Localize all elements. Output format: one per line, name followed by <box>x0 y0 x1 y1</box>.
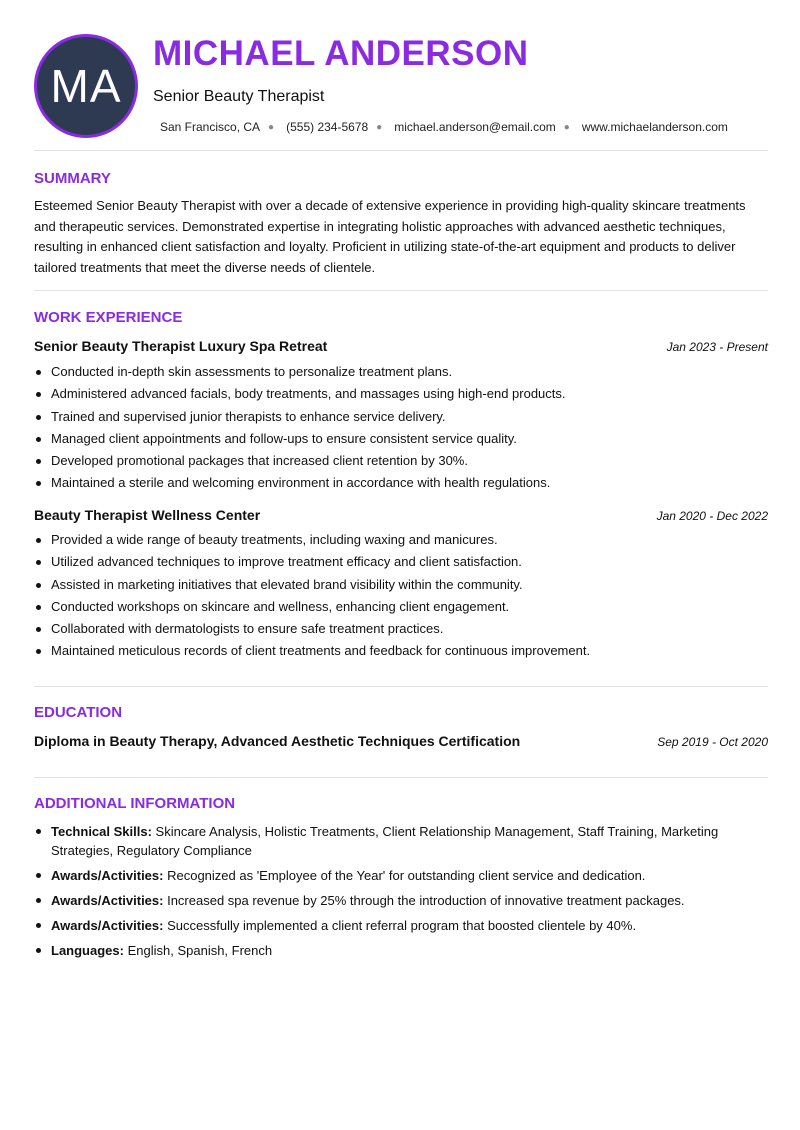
info-text: Successfully implemented a client referral program that boosted clientele by 40%. <box>167 918 637 933</box>
list-item <box>34 916 768 935</box>
contact-phone: (555) 234-5678 <box>286 120 369 134</box>
education-heading: EDUCATION <box>34 704 123 721</box>
additional-info-list <box>34 822 768 966</box>
avatar <box>34 34 138 138</box>
list-item: Maintained meticulous records of client treatments and feedback for continuous improvement. <box>34 640 768 662</box>
work-experience-heading: WORK EXPERIENCE <box>34 309 183 326</box>
list-item <box>34 891 768 910</box>
candidate-role: Senior Beauty Therapist <box>153 88 325 105</box>
list-item: Collaborated with dermatologists to ensure safe treatment practices. <box>34 618 768 640</box>
contact-email[interactable]: michael.anderson@email.com <box>394 120 556 134</box>
list-item <box>34 941 768 960</box>
job-title: Beauty Therapist Wellness Center <box>34 507 261 523</box>
education-date: Sep 2019 - Oct 2020 <box>657 735 768 749</box>
list-item: Provided a wide range of beauty treatments, including waxing and manicures. <box>34 529 768 551</box>
job-title: Senior Beauty Therapist Luxury Spa Retreat <box>34 338 328 354</box>
dot-separator-icon: ● <box>563 121 570 133</box>
info-text: Recognized as 'Employee of the Year' for outstanding client service and dedication. <box>167 868 646 883</box>
summary-text: Esteemed Senior Beauty Therapist with over a decade of extensive experience in providing high-quality skincare treatments and therapeutic services. Demonstrated expertise in integrating holistic approaches with advanced aesthetic techniques, resulting in enhanced client satisfaction and loyalty. Proficient in utilizing state-of-the-art equipment and products to deliver tailored treatments that meet the diverse needs of clientele. <box>34 198 746 275</box>
info-label: Awards/Activities: <box>51 918 164 933</box>
section-divider <box>34 777 768 778</box>
dot-separator-icon: ● <box>268 121 275 133</box>
job-bullets <box>34 529 768 663</box>
info-label: Languages: <box>51 943 124 958</box>
summary-heading: SUMMARY <box>34 170 111 187</box>
info-text: Increased spa revenue by 25% through the introduction of innovative treatment packages. <box>167 893 685 908</box>
list-item: Conducted workshops on skincare and wellness, enhancing client engagement. <box>34 596 768 618</box>
job-date: Jan 2023 - Present <box>666 340 768 354</box>
list-item: Utilized advanced techniques to improve treatment efficacy and client satisfaction. <box>34 551 768 573</box>
job-bullets <box>34 361 768 495</box>
avatar-initials: MA <box>50 60 122 112</box>
info-text: Skincare Analysis, Holistic Treatments, Client Relationship Management, Staff Training, Marketing Strategies, Regulatory Compliance <box>51 824 719 858</box>
contact-website[interactable]: www.michaelanderson.com <box>581 120 728 134</box>
additional-info-heading: ADDITIONAL INFORMATION <box>34 795 236 812</box>
list-item <box>34 822 768 860</box>
job-header <box>34 507 768 523</box>
list-item: Trained and supervised junior therapists to enhance service delivery. <box>34 406 768 428</box>
contact-location: San Francisco, CA <box>160 120 261 134</box>
dot-separator-icon: ● <box>376 121 383 133</box>
list-item: Assisted in marketing initiatives that elevated brand visibility within the community. <box>34 574 768 596</box>
degree-title: Diploma in Beauty Therapy, Advanced Aesthetic Techniques Certification <box>34 733 521 749</box>
education-entry <box>34 733 768 749</box>
info-label: Technical Skills: <box>51 824 152 839</box>
section-divider <box>34 150 768 151</box>
info-text: English, Spanish, French <box>127 943 273 958</box>
list-item: Maintained a sterile and welcoming environment in accordance with health regulations. <box>34 472 768 494</box>
list-item <box>34 866 768 885</box>
section-divider <box>34 686 768 687</box>
job-header <box>34 338 768 354</box>
job-date: Jan 2020 - Dec 2022 <box>656 509 768 523</box>
info-label: Awards/Activities: <box>51 893 164 908</box>
info-label: Awards/Activities: <box>51 868 164 883</box>
candidate-name: MICHAEL ANDERSON <box>153 34 529 73</box>
contact-bar <box>160 120 728 134</box>
list-item: Managed client appointments and follow-ups to ensure consistent service quality. <box>34 428 768 450</box>
list-item: Administered advanced facials, body treatments, and massages using high-end products. <box>34 383 768 405</box>
list-item: Developed promotional packages that increased client retention by 30%. <box>34 450 768 472</box>
section-divider <box>34 290 768 291</box>
list-item: Conducted in-depth skin assessments to personalize treatment plans. <box>34 361 768 383</box>
